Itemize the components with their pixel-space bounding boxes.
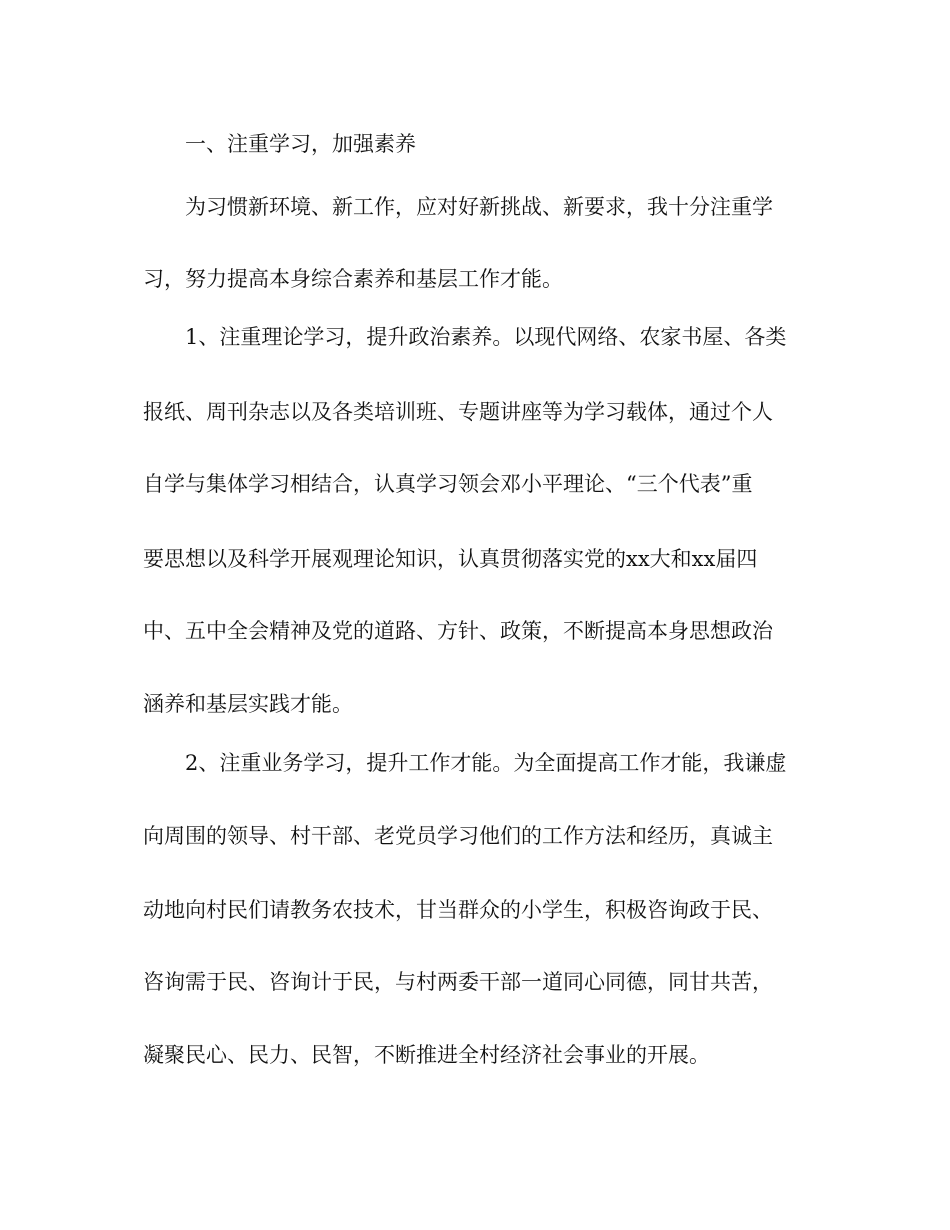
- paragraph-line: 咨询需于民、咨询计于民，与村两委干部一道同心同德，同甘共苦，: [143, 970, 773, 994]
- paragraph-line: 中、五中全会精神及党的道路、方针、政策，不断提高本身思想政治: [143, 619, 773, 643]
- paragraph-line: 报纸、周刊杂志以及各类培训班、专题讲座等为学习载体，通过个人: [143, 400, 773, 424]
- paragraph-line: 2、注重业务学习，提升工作才能。为全面提高工作才能，我谦虚: [185, 751, 787, 775]
- paragraph-line: 向周围的领导、村干部、老党员学习他们的工作方法和经历，真诚主: [143, 824, 773, 848]
- paragraph-line: 习，努力提高本身综合素养和基层工作才能。: [143, 267, 563, 291]
- paragraph-line: 要思想以及科学开展观理论知识，认真贯彻落实党的xx大和xx届四: [143, 547, 758, 571]
- paragraph-line: 为习惯新环境、新工作，应对好新挑战、新要求，我十分注重学: [185, 195, 773, 219]
- paragraph-line: 凝聚民心、民力、民智，不断推进全村经济社会事业的开展。: [143, 1043, 710, 1067]
- section-heading: 一、注重学习，加强素养: [185, 132, 416, 156]
- paragraph-line: 自学与集体学习相结合，认真学习领会邓小平理论、“三个代表”重: [143, 472, 753, 496]
- paragraph-line: 动地向村民们请教务农技术，甘当群众的小学生，积极咨询政于民、: [143, 898, 773, 922]
- paragraph-line: 1、注重理论学习，提升政治素养。以现代网络、农家书屋、各类: [185, 325, 787, 349]
- paragraph-line: 涵养和基层实践才能。: [143, 692, 353, 716]
